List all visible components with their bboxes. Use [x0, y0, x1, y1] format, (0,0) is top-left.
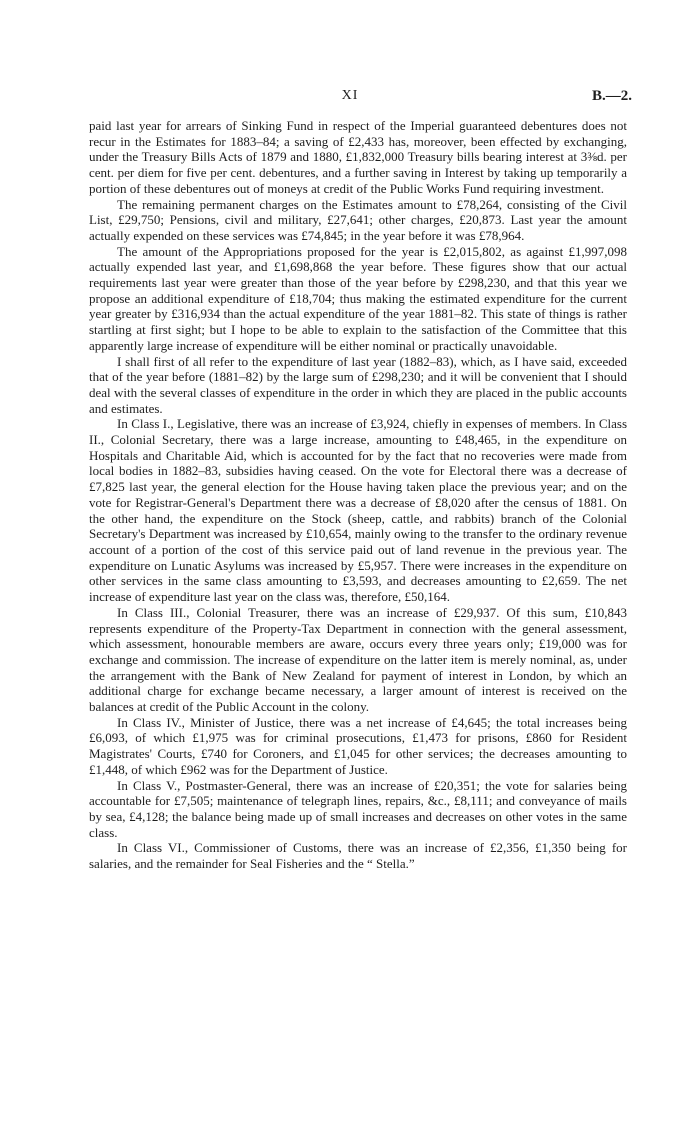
paragraph-class-4: In Class IV., Minister of Justice, there was a net increase of £4,645; the total increases being £6,093, of which £1,975 was for criminal prosecutions, £1,473 for prisons, £860 for Resident Magistrates' Courts, £740 for Coroners, and £1,045 for other services; the decreases amounting to £1,448, of which £962 was for the Department of Justice. — [89, 714, 627, 777]
paragraph-continued: paid last year for arrears of Sinking Fund in respect of the Imperial guaranteed debentures does not recur in the Estimates for 1883–84; a saving of £2,433 has, moreover, been effected by exchanging, under the Treasury Bills Acts of 1879 and 1880, £1,832,000 Treasury bills bearing interest at 3⅜d. per cent. per diem for five per cent. debentures, and a further saving in Interest by taking up temporarily a portion of these debentures out of moneys at credit of the Public Works Fund requiring investment. — [89, 118, 627, 196]
paragraph-appropriations: The amount of the Appropriations proposed for the year is £2,015,802, as against £1,997,098 actually expended last year, and £1,698,868 the year before. These figures show that our actual requirements last year were greater than those of the year before by £298,230, and that this year we propose an additional expenditure of £18,704; thus making the estimated expenditure for the current year greater by £316,934 than the actual expenditure of the year 1881–82. This state of things is rather startling at first sight; but I hope to be able to explain to the satisfaction of the Committee that this apparently large increase of expenditure will be either nominal or practically unavoidable. — [89, 243, 627, 353]
body-text — [89, 118, 627, 872]
paragraph-class-1-2: In Class I., Legislative, there was an increase of £3,924, chiefly in expenses of members. In Class II., Colonial Secretary, there was a large increase, amounting to £48,465, in the expenditure on Hospitals and Charitable Aid, which is accounted for by the fact that no recoveries were made from local bodies in 1882–83, subsidies having ceased. On the vote for Electoral there was a decrease of £7,825 last year, the general election for the House having taken place the previous year; and on the vote for Registrar-General's Department there was a decrease of £8,020 after the census of 1881. On the other hand, the expenditure on the Stock (sheep, cattle, and rabbits) branch of the Colonial Secretary's Department was increased by £10,654, mainly owing to the transfer to the ordinary revenue account of a portion of the cost of this service paid out of land revenue in the previous year. The expenditure on Lunatic Asylums was increased by £5,957. There were increases in the expenditure on other services in the same class amounting to £3,593, and decreases amounting to £2,659. The net increase of expenditure last year on the class was, therefore, £50,164. — [89, 416, 627, 605]
paragraph-last-year-expenditure: I shall first of all refer to the expenditure of last year (1882–83), which, as I have said, exceeded that of the year before (1881–82) by the large sum of £298,230; and it will be convenient that I should deal with the several classes of expenditure in the order in which they are placed in the public accounts and estimates. — [89, 353, 627, 416]
paragraph-class-5: In Class V., Postmaster-General, there was an increase of £20,351; the vote for salaries being accountable for £7,505; maintenance of telegraph lines, repairs, &c., £8,111; and conveyance of mails by sea, £4,128; the balance being made up of small increases and decreases on other votes in the same class. — [89, 777, 627, 840]
paragraph-permanent-charges: The remaining permanent charges on the Estimates amount to £78,264, consisting of the Civil List, £29,750; Pensions, civil and military, £27,641; other charges, £20,873. Last year the amount actually expended on these services was £74,845; in the year before it was £78,964. — [89, 196, 627, 243]
page-number: XI — [341, 88, 359, 103]
paragraph-class-3: In Class III., Colonial Treasurer, there was an increase of £29,937. Of this sum, £10,843 represents expenditure of the Property-Tax Department in connection with the general assessment, which assessment, honourable members are aware, occurs every three years only; £19,000 was for exchange and commission. The increase of expenditure on the latter item is merely nominal, as, under the arrangement with the Bank of New Zealand for payment of interest in London, by which an additional charge for exchange became necessary, a larger amount of interest is received on the balances at credit of the Public Account in the colony. — [89, 604, 627, 715]
page-header — [0, 88, 700, 108]
paragraph-class-6: In Class VI., Commissioner of Customs, there was an increase of £2,356, £1,350 being for salaries, and the remainder for Seal Fisheries and the “ Stella.” — [89, 840, 627, 872]
document-reference: B.—2. — [591, 88, 632, 104]
